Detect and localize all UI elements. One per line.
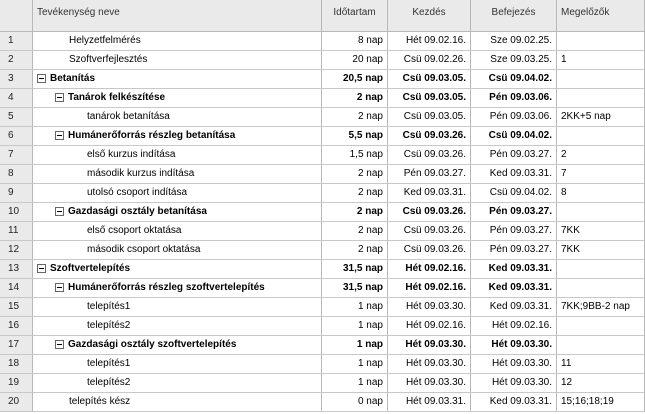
task-duration[interactable]: 2 nap: [322, 203, 388, 221]
row-number[interactable]: 10: [0, 203, 33, 221]
task-predecessors[interactable]: 7: [557, 165, 645, 183]
task-finish[interactable]: Ked 09.03.31.: [471, 298, 557, 316]
collapse-toggle-icon[interactable]: [55, 283, 64, 292]
task-finish[interactable]: Csü 09.04.02.: [471, 184, 557, 202]
task-row[interactable]: [0, 393, 645, 412]
task-name: telepítés2: [87, 377, 131, 388]
task-name-cell[interactable]: [33, 222, 322, 240]
task-row[interactable]: [0, 317, 645, 336]
task-predecessors[interactable]: 2KK+5 nap: [557, 108, 645, 126]
collapse-toggle-icon[interactable]: [55, 207, 64, 216]
task-duration[interactable]: 2 nap: [322, 108, 388, 126]
column-header-start[interactable]: Kezdés: [388, 0, 471, 31]
task-predecessors[interactable]: 8: [557, 184, 645, 202]
task-start[interactable]: Csü 09.03.26.: [388, 241, 471, 259]
row-number[interactable]: 19: [0, 374, 33, 392]
row-number[interactable]: 3: [0, 70, 33, 88]
task-row[interactable]: [0, 165, 645, 184]
task-duration[interactable]: 31,5 nap: [322, 279, 388, 297]
collapse-toggle-icon[interactable]: [55, 340, 64, 349]
task-finish[interactable]: Ked 09.03.31.: [471, 260, 557, 278]
task-predecessors[interactable]: [557, 260, 645, 278]
row-number[interactable]: 12: [0, 241, 33, 259]
task-predecessors[interactable]: 7KK: [557, 222, 645, 240]
task-finish[interactable]: Hét 09.03.30.: [471, 374, 557, 392]
task-row[interactable]: [0, 279, 645, 298]
task-name: Szoftverfejlesztés: [69, 54, 148, 65]
task-name-cell[interactable]: [33, 374, 322, 392]
task-name: telepítés1: [87, 358, 131, 369]
task-finish[interactable]: Pén 09.03.27.: [471, 146, 557, 164]
task-start[interactable]: Csü 09.03.26.: [388, 222, 471, 240]
task-name-cell[interactable]: [33, 279, 322, 297]
task-duration[interactable]: 1 nap: [322, 336, 388, 354]
task-predecessors[interactable]: 7KK: [557, 241, 645, 259]
task-name-cell[interactable]: [33, 260, 322, 278]
task-name-cell[interactable]: [33, 51, 322, 69]
row-number[interactable]: 8: [0, 165, 33, 183]
task-start[interactable]: Hét 09.02.16.: [388, 32, 471, 50]
task-name-cell[interactable]: [33, 165, 322, 183]
task-finish[interactable]: Csü 09.04.02.: [471, 127, 557, 145]
task-predecessors[interactable]: [557, 317, 645, 335]
task-duration[interactable]: 2 nap: [322, 184, 388, 202]
task-finish[interactable]: Hét 09.03.30.: [471, 355, 557, 373]
task-finish[interactable]: Hét 09.03.30.: [471, 336, 557, 354]
task-name: Humánerőforrás részleg szoftvertelepítés: [68, 282, 265, 293]
task-start[interactable]: Hét 09.02.16.: [388, 317, 471, 335]
task-start[interactable]: Ked 09.03.31.: [388, 184, 471, 202]
task-duration[interactable]: 1 nap: [322, 317, 388, 335]
task-finish[interactable]: Sze 09.02.25.: [471, 32, 557, 50]
task-name: tanárok betanítása: [87, 111, 170, 122]
task-name-cell[interactable]: [33, 146, 322, 164]
task-name: Betanítás: [50, 73, 96, 84]
task-name: első kurzus indítása: [87, 149, 176, 160]
task-start[interactable]: Hét 09.03.30.: [388, 298, 471, 316]
task-row[interactable]: [0, 203, 645, 222]
task-name: telepítés2: [87, 320, 131, 331]
task-finish[interactable]: Ked 09.03.31.: [471, 279, 557, 297]
task-predecessors[interactable]: 1: [557, 51, 645, 69]
task-name-cell[interactable]: [33, 336, 322, 354]
task-start[interactable]: Csü 09.03.05.: [388, 108, 471, 126]
task-name: Gazdasági osztály betanítása: [68, 206, 207, 217]
task-name: Szoftvertelepítés: [50, 263, 131, 274]
row-number[interactable]: 6: [0, 127, 33, 145]
task-row[interactable]: [0, 260, 645, 279]
task-duration[interactable]: 2 nap: [322, 222, 388, 240]
task-duration[interactable]: 0 nap: [322, 393, 388, 411]
task-name: Helyzetfelmérés: [69, 35, 141, 46]
task-row[interactable]: [0, 355, 645, 374]
task-row[interactable]: [0, 241, 645, 260]
task-start[interactable]: Csü 09.03.26.: [388, 146, 471, 164]
task-name: második csoport oktatása: [87, 244, 201, 255]
task-finish[interactable]: Pén 09.03.06.: [471, 89, 557, 107]
task-name: Tanárok felkészítése: [68, 92, 166, 103]
task-duration[interactable]: 2 nap: [322, 89, 388, 107]
task-name-cell[interactable]: [33, 298, 322, 316]
task-finish[interactable]: Pén 09.03.27.: [471, 222, 557, 240]
collapse-toggle-icon[interactable]: [37, 74, 46, 83]
task-row[interactable]: [0, 184, 645, 203]
row-number[interactable]: 1: [0, 32, 33, 50]
task-row[interactable]: [0, 336, 645, 355]
task-name-cell[interactable]: [33, 355, 322, 373]
task-name-cell[interactable]: [33, 317, 322, 335]
task-duration[interactable]: 5,5 nap: [322, 127, 388, 145]
column-header-name[interactable]: Tevékenység neve: [33, 0, 322, 31]
task-name: telepítés kész: [69, 396, 131, 407]
column-header-predecessors[interactable]: Megelőzők: [557, 0, 645, 31]
task-row[interactable]: [0, 222, 645, 241]
task-name: első csoport oktatása: [87, 225, 182, 236]
task-finish[interactable]: Pén 09.03.06.: [471, 108, 557, 126]
task-duration[interactable]: 1 nap: [322, 298, 388, 316]
task-row[interactable]: [0, 108, 645, 127]
task-row[interactable]: [0, 298, 645, 317]
task-row[interactable]: [0, 70, 645, 89]
task-predecessors[interactable]: [557, 89, 645, 107]
task-finish[interactable]: Ked 09.03.31.: [471, 393, 557, 411]
task-start[interactable]: Hét 09.03.30.: [388, 374, 471, 392]
task-start[interactable]: Csü 09.03.26.: [388, 127, 471, 145]
task-predecessors[interactable]: [557, 203, 645, 221]
row-number[interactable]: 4: [0, 89, 33, 107]
task-predecessors[interactable]: 11: [557, 355, 645, 373]
task-predecessors[interactable]: 15;16;18;19: [557, 393, 645, 411]
task-name-cell[interactable]: [33, 184, 322, 202]
task-finish[interactable]: Sze 09.03.25.: [471, 51, 557, 69]
task-predecessors[interactable]: [557, 127, 645, 145]
task-start[interactable]: Csü 09.03.26.: [388, 203, 471, 221]
task-start[interactable]: Csü 09.03.05.: [388, 70, 471, 88]
task-predecessors[interactable]: 2: [557, 146, 645, 164]
row-number[interactable]: 11: [0, 222, 33, 240]
row-number[interactable]: 9: [0, 184, 33, 202]
task-predecessors[interactable]: [557, 70, 645, 88]
task-name: utolsó csoport indítása: [87, 187, 188, 198]
task-name-cell[interactable]: [33, 70, 322, 88]
task-row[interactable]: [0, 89, 645, 108]
task-name: Humánerőforrás részleg betanítása: [68, 130, 236, 141]
task-duration[interactable]: 20,5 nap: [322, 70, 388, 88]
task-name: második kurzus indítása: [87, 168, 195, 179]
task-start[interactable]: Hét 09.03.30.: [388, 336, 471, 354]
task-name: telepítés1: [87, 301, 131, 312]
task-finish[interactable]: Pén 09.03.27.: [471, 241, 557, 259]
column-header-row: [0, 0, 645, 32]
task-name-cell[interactable]: [33, 108, 322, 126]
column-header-duration[interactable]: Időtartam: [322, 0, 388, 31]
task-name-cell[interactable]: [33, 89, 322, 107]
task-row[interactable]: [0, 32, 645, 51]
row-number[interactable]: 7: [0, 146, 33, 164]
task-start[interactable]: Csü 09.02.26.: [388, 51, 471, 69]
task-row[interactable]: [0, 374, 645, 393]
task-start[interactable]: Csü 09.03.05.: [388, 89, 471, 107]
row-number[interactable]: 14: [0, 279, 33, 297]
task-duration[interactable]: 20 nap: [322, 51, 388, 69]
task-name-cell[interactable]: [33, 393, 322, 411]
task-finish[interactable]: Csü 09.04.02.: [471, 70, 557, 88]
task-predecessors[interactable]: [557, 336, 645, 354]
task-duration[interactable]: 1 nap: [322, 355, 388, 373]
row-number[interactable]: 18: [0, 355, 33, 373]
task-duration[interactable]: 1,5 nap: [322, 146, 388, 164]
task-start[interactable]: Hét 09.03.30.: [388, 355, 471, 373]
collapse-toggle-icon[interactable]: [55, 93, 64, 102]
task-row[interactable]: [0, 51, 645, 70]
task-start[interactable]: Pén 09.03.27.: [388, 165, 471, 183]
task-name-cell[interactable]: [33, 241, 322, 259]
task-row[interactable]: [0, 146, 645, 165]
task-finish[interactable]: Hét 09.02.16.: [471, 317, 557, 335]
task-start[interactable]: Hét 09.02.16.: [388, 260, 471, 278]
task-predecessors[interactable]: [557, 279, 645, 297]
task-duration[interactable]: 8 nap: [322, 32, 388, 50]
task-name-cell[interactable]: [33, 32, 322, 50]
task-row[interactable]: [0, 127, 645, 146]
task-predecessors[interactable]: 7KK;9BB-2 nap: [557, 298, 645, 316]
row-number[interactable]: 17: [0, 336, 33, 354]
task-duration[interactable]: 1 nap: [322, 374, 388, 392]
task-start[interactable]: Hét 09.02.16.: [388, 279, 471, 297]
row-number[interactable]: 16: [0, 317, 33, 335]
row-number[interactable]: 20: [0, 393, 33, 411]
row-number[interactable]: 15: [0, 298, 33, 316]
task-name-cell[interactable]: [33, 203, 322, 221]
collapse-toggle-icon[interactable]: [37, 264, 46, 273]
task-start[interactable]: Hét 09.03.31.: [388, 393, 471, 411]
task-predecessors[interactable]: 12: [557, 374, 645, 392]
task-duration[interactable]: 31,5 nap: [322, 260, 388, 278]
column-header-finish[interactable]: Befejezés: [471, 0, 557, 31]
task-duration[interactable]: 2 nap: [322, 165, 388, 183]
task-finish[interactable]: Ked 09.03.31.: [471, 165, 557, 183]
task-name: Gazdasági osztály szoftvertelepítés: [68, 339, 237, 350]
task-finish[interactable]: Pén 09.03.27.: [471, 203, 557, 221]
task-duration[interactable]: 2 nap: [322, 241, 388, 259]
collapse-toggle-icon[interactable]: [55, 131, 64, 140]
row-number[interactable]: 5: [0, 108, 33, 126]
row-number[interactable]: 13: [0, 260, 33, 278]
row-number[interactable]: 2: [0, 51, 33, 69]
task-predecessors[interactable]: [557, 32, 645, 50]
row-number-header[interactable]: [0, 0, 33, 31]
task-name-cell[interactable]: [33, 127, 322, 145]
